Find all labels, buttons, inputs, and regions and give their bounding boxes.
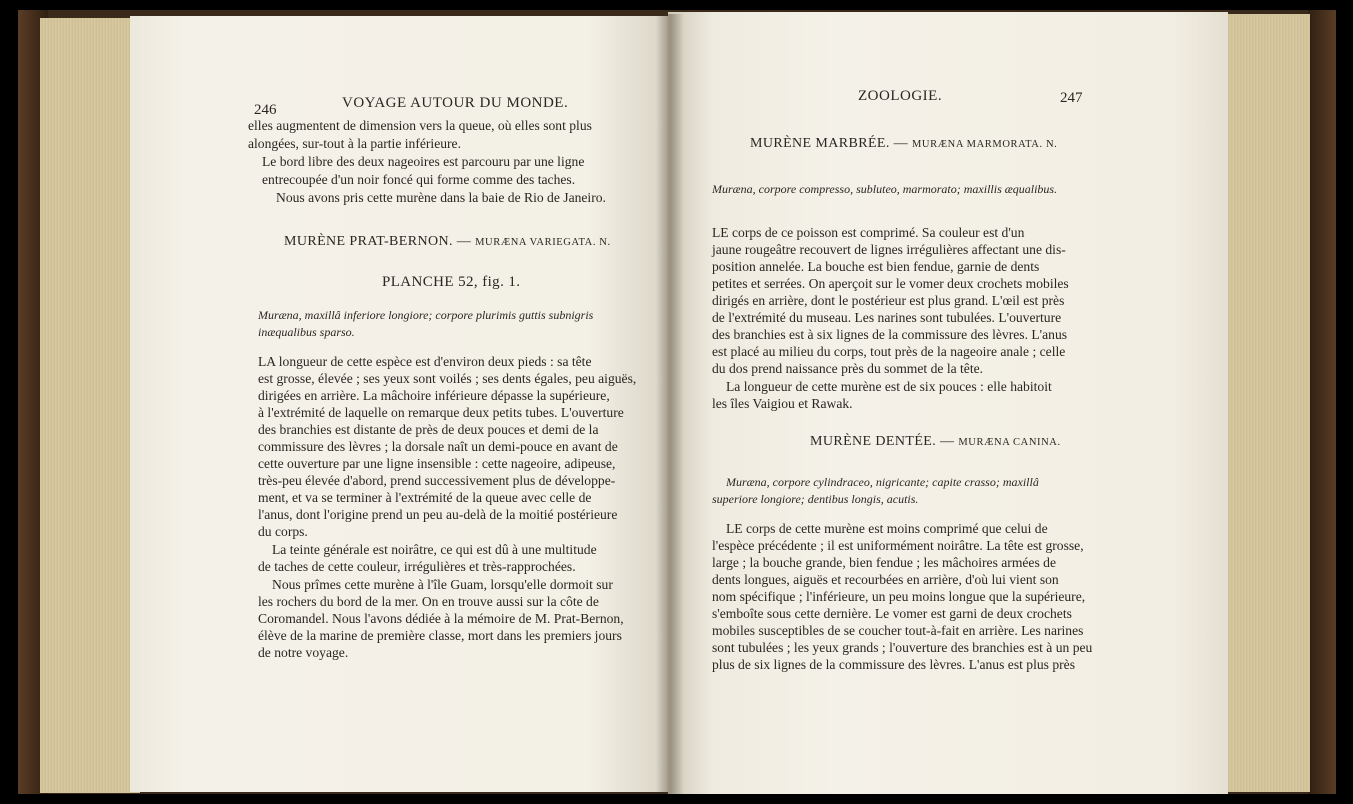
text-line: s'emboîte sous cette dernière. Le vomer est garni de deux crochets — [712, 606, 1072, 621]
latin-diagnosis: Muræna, corpore cylindraceo, nigricante; capite crasso; maxillâ — [726, 475, 1039, 489]
left-page-edges — [40, 18, 140, 793]
species-common-name: MURÈNE DENTÉE. — — [810, 434, 955, 449]
text-line: élève de la marine de première classe, mort dans les premiers jours — [258, 628, 622, 643]
text-line: Nous avons pris cette murène dans la baie de Rio de Janeiro. — [276, 190, 606, 205]
text-line: des branchies est à six lignes de la commissure des lèvres. L'anus — [712, 327, 1068, 342]
text-line: Le bord libre des deux nageoires est parcouru par une ligne — [262, 154, 585, 169]
latin-diagnosis: Muræna, corpore compresso, subluteo, marmorato; maxillis æqualibus. — [712, 182, 1058, 196]
text-line: dents longues, aiguës et recourbées en arrière, d'où lui vient son — [712, 572, 1059, 587]
running-header: ZOOLOGIE. — [858, 88, 943, 104]
text-line: des branchies est distante de près de deux pouces et demi de la — [258, 422, 599, 437]
text-line: Coromandel. Nous l'avons dédiée à la mémoire de M. Prat-Bernon, — [258, 611, 624, 626]
species-latin-name: MURÆNA MARMORATA. N. — [912, 139, 1058, 150]
text-line: est grosse, élevée ; ses yeux sont voilés ; ses dents égales, peu aiguës, — [258, 371, 637, 386]
latin-diagnosis: superiore longiore; dentibus longis, acutis. — [712, 492, 919, 506]
latin-diagnosis: Muræna, maxillâ inferiore longiore; corpore plurimis guttis subnigris — [258, 308, 594, 322]
text-line: entrecoupée d'un noir foncé qui forme comme des taches. — [262, 172, 576, 187]
species-latin-name: MURÆNA CANINA. — [958, 437, 1061, 448]
text-line: à l'extrémité de laquelle on remarque deux petits tubes. L'ouverture — [258, 405, 624, 420]
species-title — [810, 434, 1061, 450]
text-line: de notre voyage. — [258, 645, 349, 660]
text-line: petites et serrées. On aperçoit sur le vomer deux crochets mobiles — [712, 276, 1069, 291]
text-line: LA longueur de cette espèce est d'environ deux pieds : sa tête — [258, 354, 592, 369]
species-latin-name: MURÆNA VARIEGATA. N. — [475, 237, 611, 248]
plate-reference: PLANCHE 52, fig. 1. — [382, 274, 521, 290]
text-line: jaune rougeâtre recouvert de lignes irrégulières affectant une dis- — [712, 242, 1066, 257]
text-line: de l'extrémité du museau. Les narines sont tubulées. L'ouverture — [712, 310, 1062, 325]
text-line: Nous prîmes cette murène à l'île Guam, lorsqu'elle dormoit sur — [272, 577, 613, 592]
text-line: les îles Vaigiou et Rawak. — [712, 396, 853, 411]
right-cover — [1308, 10, 1336, 794]
page-number: 246 — [254, 102, 277, 118]
text-line: du corps. — [258, 524, 308, 539]
text-line: mobiles susceptibles de se coucher tout-à-fait en arrière. Les narines — [712, 623, 1084, 638]
text-line: commissure des lèvres ; la dorsale naît un demi-pouce en avant de — [258, 439, 618, 454]
text-line: plus de six lignes de la commissure des lèvres. L'anus est plus près — [712, 657, 1075, 672]
text-line: La teinte générale est noirâtre, ce qui est dû à une multitude — [272, 542, 597, 557]
latin-diagnosis: inæqualibus sparso. — [258, 325, 355, 339]
book-gutter — [656, 14, 684, 794]
species-title — [750, 136, 1057, 152]
text-line: cette ouverture par une ligne insensible : cette nageoire, adipeuse, — [258, 456, 616, 471]
text-line: dirigées en arrière. La mâchoire inférieure dépasse la supérieure, — [258, 388, 610, 403]
right-page — [668, 12, 1228, 794]
text-line: les rochers du bord de la mer. On en trouve aussi sur la côte de — [258, 594, 599, 609]
page-number: 247 — [1060, 90, 1083, 106]
text-line: nom spécifique ; l'inférieure, un peu moins longue que la supérieure, — [712, 589, 1086, 604]
species-title — [284, 234, 611, 250]
text-line: elles augmentent de dimension vers la queue, où elles sont plus — [248, 118, 592, 133]
text-line: est placé au milieu du corps, tout près de la nageoire anale ; celle — [712, 344, 1066, 359]
running-header: VOYAGE AUTOUR DU MONDE. — [342, 95, 569, 111]
species-common-name: MURÈNE MARBRÉE. — — [750, 136, 909, 151]
text-line: sont tubulées ; les yeux grands ; l'ouverture des branchies est à un peu — [712, 640, 1093, 655]
text-line: du dos prend naissance près du sommet de la tête. — [712, 361, 984, 376]
text-line: très-peu élevée d'abord, prend successivement plus de développe- — [258, 473, 616, 488]
text-line: LE corps de cette murène est moins comprimé que celui de — [726, 521, 1048, 536]
text-line: l'espèce précédente ; il est uniformément noirâtre. La tête est grosse, — [712, 538, 1084, 553]
text-line: La longueur de cette murène est de six pouces : elle habitoit — [726, 379, 1052, 394]
text-line: l'anus, dont l'origine prend un peu au-delà de la moitié postérieure — [258, 507, 618, 522]
text-line: position annelée. La bouche est bien fendue, garnie de dents — [712, 259, 1040, 274]
text-line: de taches de cette couleur, irrégulières et très-rapprochées. — [258, 559, 576, 574]
text-line: large ; la bouche grande, bien fendue ; les mâchoires armées de — [712, 555, 1056, 570]
left-page — [130, 16, 670, 792]
text-line: dirigés en arrière, dont le postérieur est plus grand. L'œil est près — [712, 293, 1065, 308]
text-line: ment, et va se terminer à l'extrémité de la queue avec celle de — [258, 490, 592, 505]
species-common-name: MURÈNE PRAT-BERNON. — — [284, 234, 472, 249]
text-line: LE corps de ce poisson est comprimé. Sa couleur est d'un — [712, 225, 1025, 240]
text-line: alongées, sur-tout à la partie inférieure. — [248, 136, 461, 151]
